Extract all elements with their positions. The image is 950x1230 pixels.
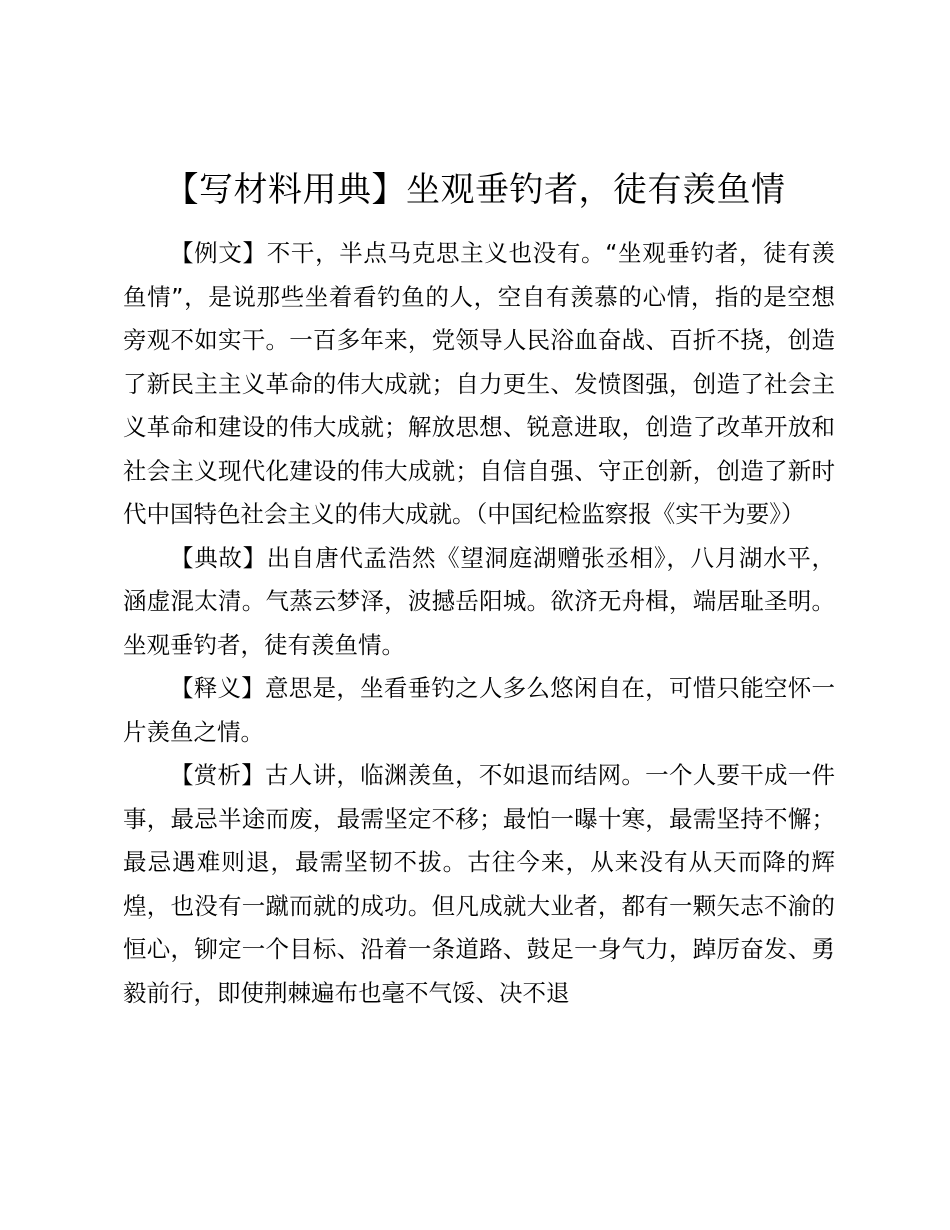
paragraph-example: 【例文】不干，半点马克思主义也没有。“坐观垂钓者，徒有羡鱼情”，是说那些坐着看钓鱼的人，空自有羡慕的心情，指的是空想旁观不如实干。一百多年来，党领导人民浴血奋战、百折不挠，创造了新民主主义革命的伟大成就；自力更生、发愤图强，创造了社会主义革命和建设的伟大成就；解放思想、锐意进取，创造了改革开放和社会主义现代化建设的伟大成就；自信自强、守正创新，创造了新时代中国特色社会主义的伟大成就。（中国纪检监察报《实干为要》）	[123, 239, 835, 528]
paragraph-meaning: 【释义】意思是，坐看垂钓之人多么悠闲自在，可惜只能空怀一片羡鱼之情。	[123, 674, 835, 746]
page-title: 【写材料用典】坐观垂钓者，徒有羡鱼情	[164, 170, 786, 210]
paragraph-allusion: 【典故】出自唐代孟浩然《望洞庭湖赠张丞相》，八月湖水平，涵虚混太清。气蒸云梦泽，波撼岳阳城。欲济无舟楫，端居耻圣明。坐观垂钓者，徒有羡鱼情。	[123, 543, 835, 659]
paragraph-appreciation: 【赏析】古人讲，临渊羡鱼，不如退而结网。一个人要干成一件事，最忌半途而废，最需坚定不移；最怕一曝十寒，最需坚持不懈；最忌遇难则退，最需坚韧不拔。古往今来，从来没有从天而降的辉煌，也没有一蹴而就的成功。但凡成就大业者，都有一颗矢志不渝的恒心，铆定一个目标、沿着一条道路、鼓足一身气力，踔厉奋发、勇毅前行，即使荆棘遍布也毫不气馁、决不退	[123, 761, 835, 1007]
document-body	[123, 232, 835, 1015]
